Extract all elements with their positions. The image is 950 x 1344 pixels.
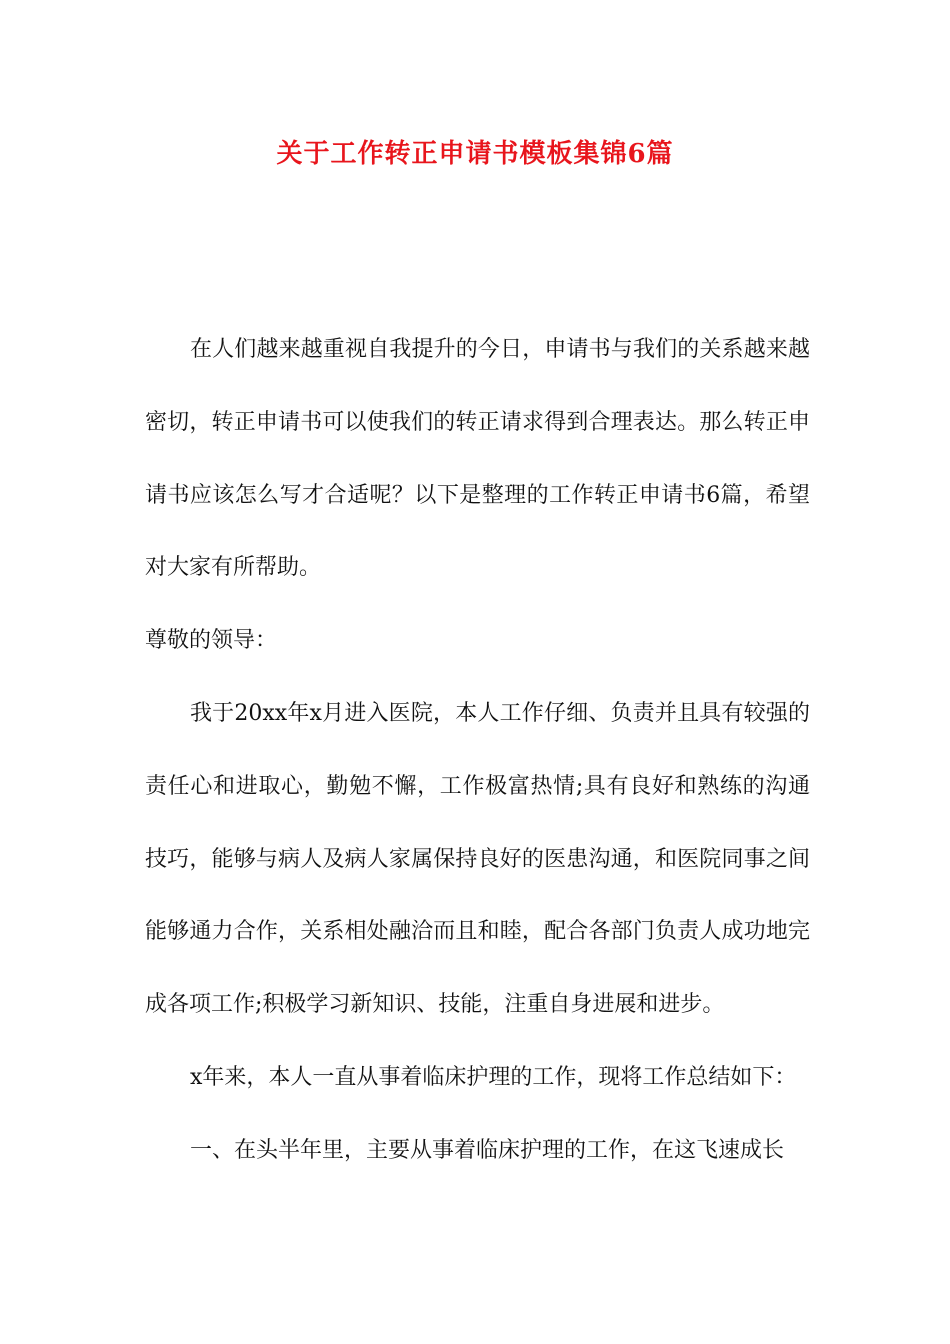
document-title: 关于工作转正申请书模板集锦6篇 bbox=[276, 139, 674, 169]
body-paragraph: x年来，本人一直从事着临床护理的工作，现将工作总结如下： bbox=[190, 1064, 797, 1090]
body-paragraph: 一、在头半年里，主要从事着临床护理的工作，在这飞速成长 bbox=[190, 1137, 785, 1163]
salutation: 尊敬的领导： bbox=[145, 628, 278, 654]
document-body bbox=[145, 314, 810, 1188]
intro-paragraph: 在人们越来越重视自我提升的今日，申请书与我们的关系越来越密切，转正申请书可以使我们的转正请求得到合理表达。那么转正申请书应该怎么写才合适呢？以下是整理的工作转正申请书6篇，希望对大家有所帮助。 bbox=[145, 337, 810, 581]
body-paragraph: 我于20xx年x月进入医院，本人工作仔细、负责并且具有较强的责任心和进取心，勤勉不懈，工作极富热情;具有良好和熟练的沟通技巧，能够与病人及病人家属保持良好的医患沟通，和医院同事之间能够通力合作，关系相处融洽而且和睦，配合各部门负责人成功地完成各项工作;积极学习新知识、技能，注重自身进展和进步。 bbox=[145, 700, 810, 1018]
